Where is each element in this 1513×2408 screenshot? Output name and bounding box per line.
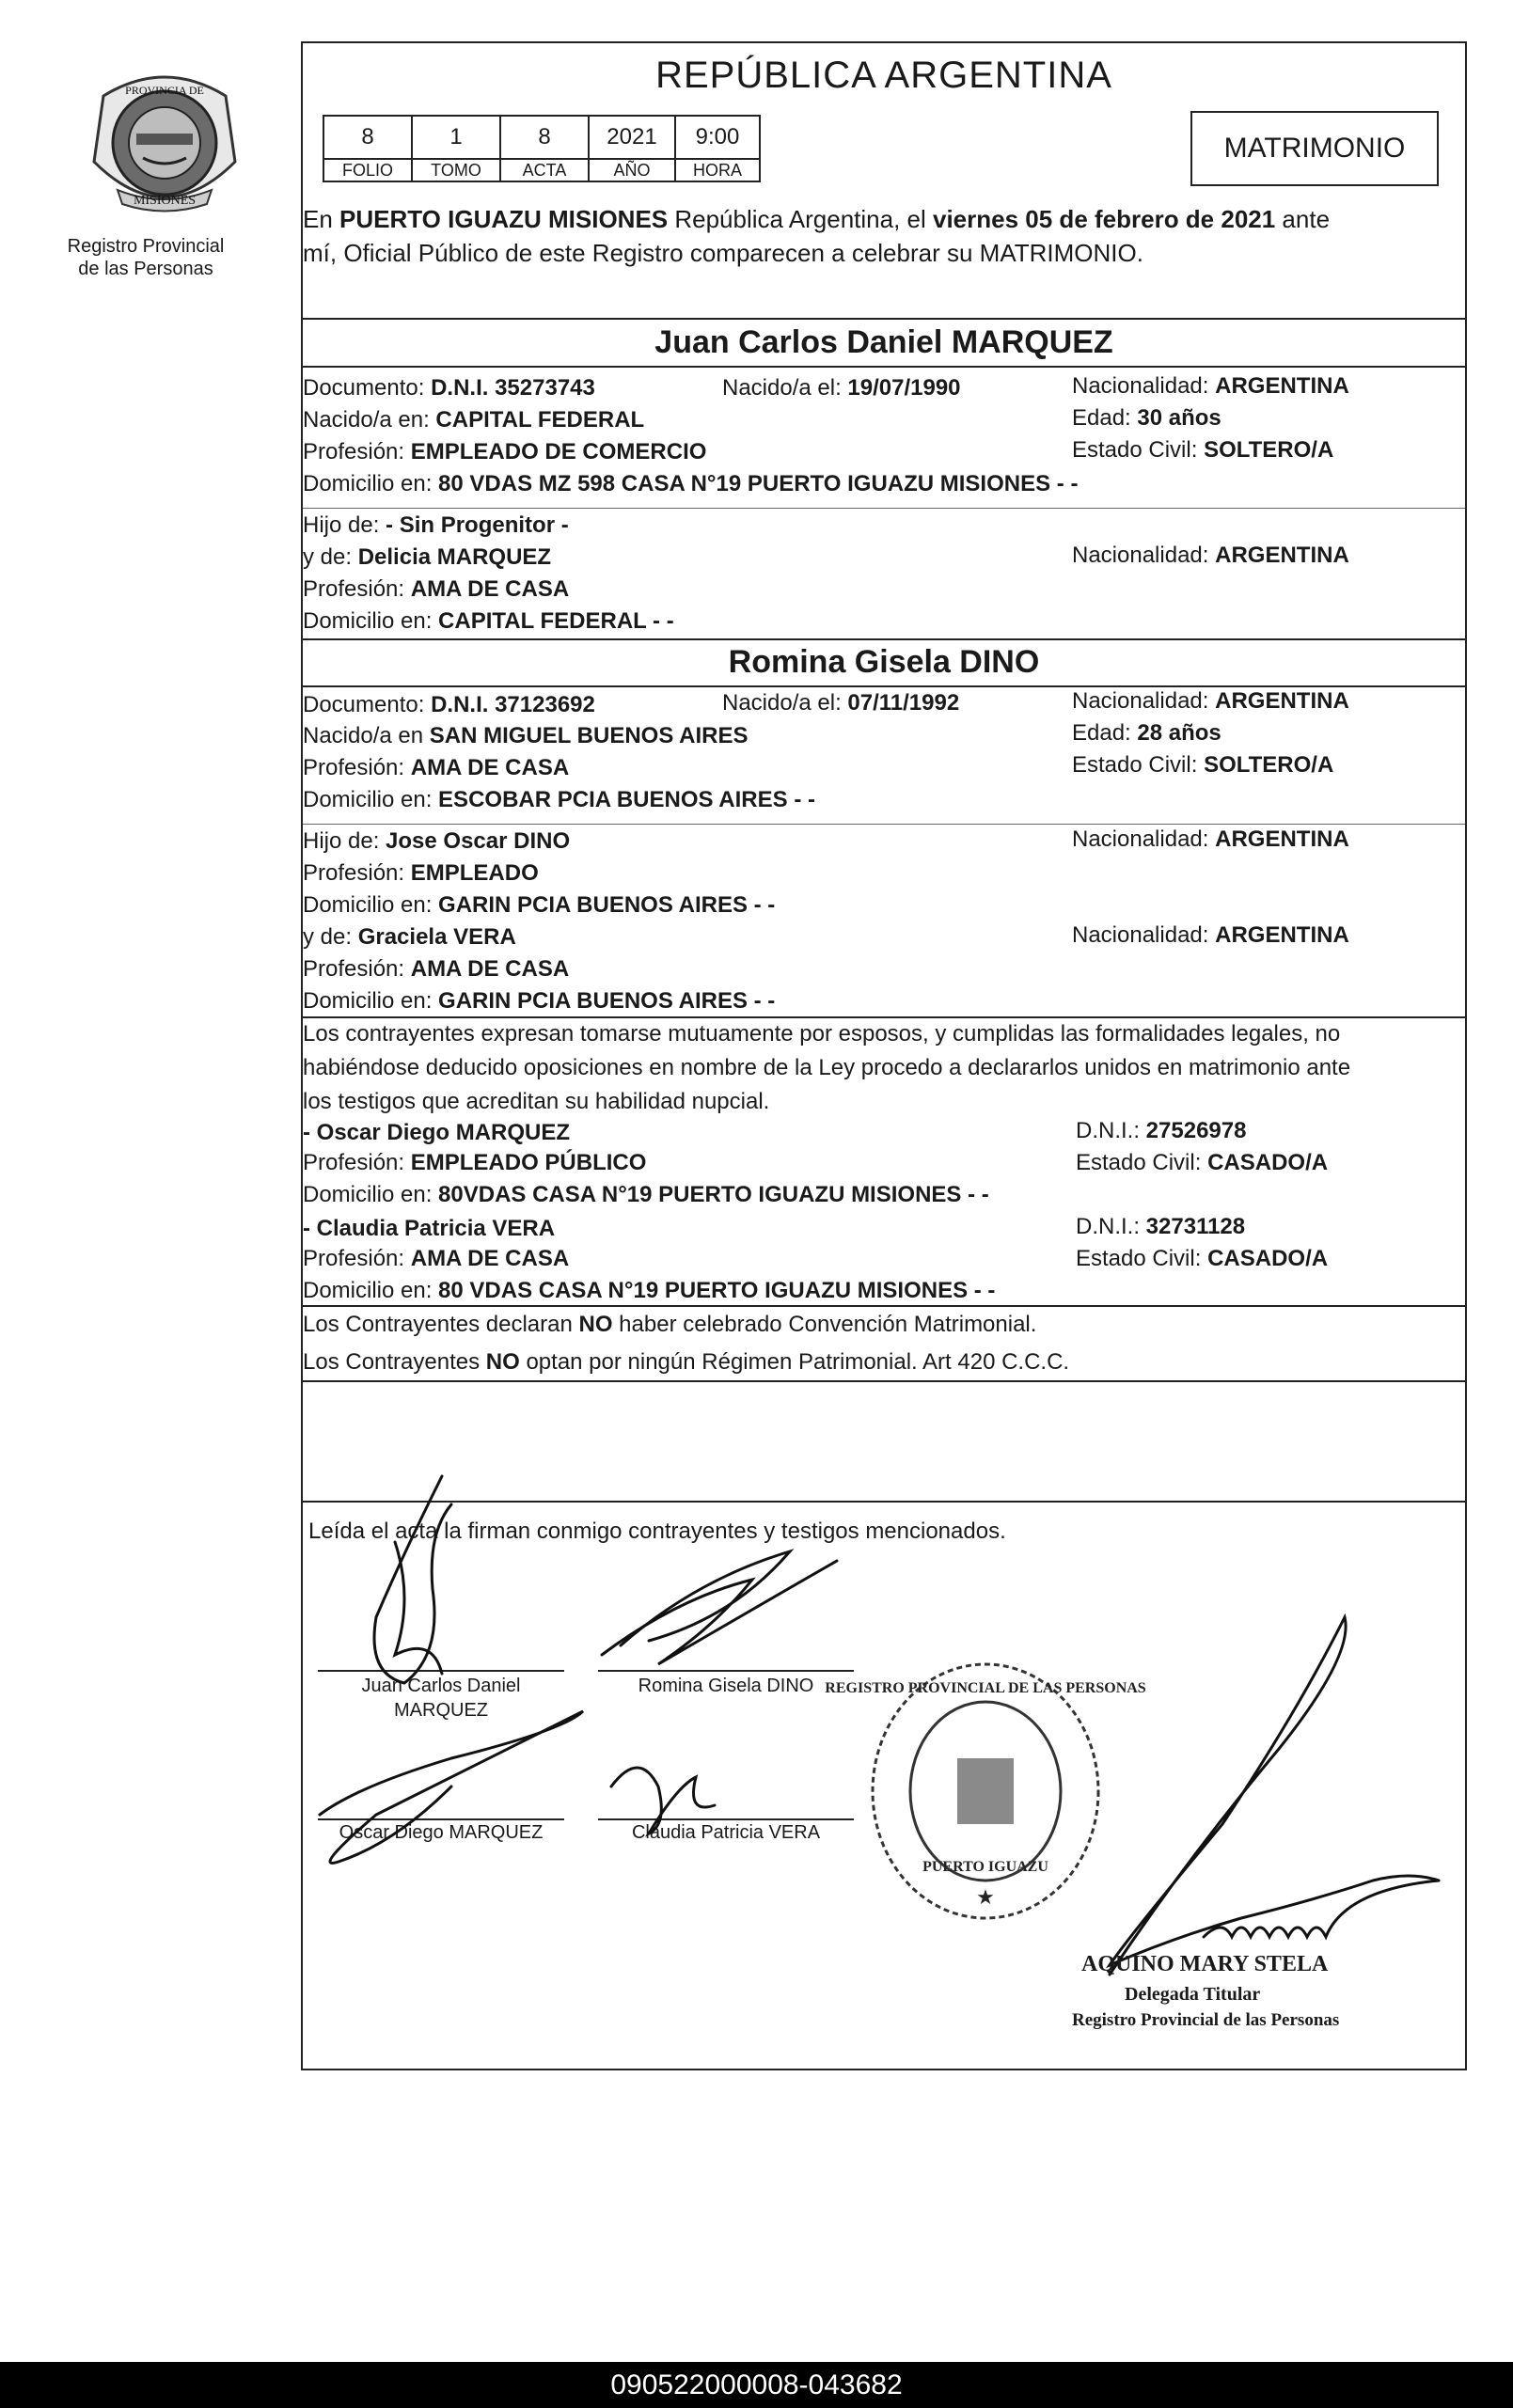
hora-label: HORA xyxy=(675,159,760,181)
svg-text:★: ★ xyxy=(976,1885,995,1909)
spouse2-parent1: Hijo de: Jose Oscar DINO xyxy=(303,828,571,854)
spouse1-parent2: y de: Delicia MARQUEZ xyxy=(303,544,552,570)
spouse1-document: Documento: D.N.I. 35273743 xyxy=(303,375,595,401)
witness1-dni: D.N.I.: 27526978 xyxy=(1076,1118,1247,1143)
official-office: Registro Provincial de las Personas xyxy=(1072,2010,1340,2030)
official-name: AQUINO MARY STELA xyxy=(1081,1952,1329,1976)
witness2-profession: Profesión: AMA DE CASA xyxy=(303,1246,570,1271)
signature-stroke-spouse2 xyxy=(621,1551,790,1645)
spouse2-parent2: y de: Graciela VERA xyxy=(303,924,516,950)
declaration-line1: Los contrayentes expresan tomarse mutuamente por esposos, y cumplidas las formalidades legales, no xyxy=(303,1021,1341,1047)
logo-caption-line1: Registro Provincial xyxy=(67,236,225,257)
convention-line1: Los Contrayentes declaran NO haber celebrado Convención Matrimonial. xyxy=(303,1312,1037,1337)
witness1-address: Domicilio en: 80VDAS CASA N°19 PUERTO IGUAZU MISIONES - - xyxy=(303,1182,989,1207)
folio-value: 8 xyxy=(323,116,412,159)
spouse2-document: Documento: D.N.I. 37123692 xyxy=(303,692,595,717)
anio-label: AÑO xyxy=(589,159,675,181)
spouse2-profession: Profesión: AMA DE CASA xyxy=(303,755,570,780)
svg-text:MISIONES: MISIONES xyxy=(133,194,197,208)
hora-value: 9:00 xyxy=(675,116,760,159)
declaration-line2: habiéndose deducido oposiciones en nombre de la Ley procedo a declararlos unidos en matrimonio ante xyxy=(303,1055,1351,1080)
spouse2-name: Romina Gisela DINO xyxy=(728,644,1040,680)
spouse2-parent1-address: Domicilio en: GARIN PCIA BUENOS AIRES - - xyxy=(303,892,776,918)
barcode-number: 090522000008-043682 xyxy=(0,2362,1513,2408)
spouse1-address: Domicilio en: 80 VDAS MZ 598 CASA N°19 PUERTO IGUAZU MISIONES - - xyxy=(303,471,1079,496)
signature-stroke-spouse1 xyxy=(374,1476,451,1683)
spouse2-birthplace: Nacido/a en SAN MIGUEL BUENOS AIRES xyxy=(303,723,749,748)
intro-line1: En PUERTO IGUAZU MISIONES República Argentina, el viernes 05 de febrero de 2021 ante xyxy=(303,205,1331,233)
anio-value: 2021 xyxy=(589,116,675,159)
declaration-line3: los testigos que acreditan su habilidad nupcial. xyxy=(303,1089,770,1114)
spouse2-nationality: Nacionalidad: ARGENTINA xyxy=(1072,688,1349,714)
spouse2-civil-status: Estado Civil: SOLTERO/A xyxy=(1072,752,1334,778)
witness1-name: - Oscar Diego MARQUEZ xyxy=(303,1120,571,1145)
stamp-seal-icon xyxy=(825,1655,1146,1928)
spouse2-parent1-nationality: Nacionalidad: ARGENTINA xyxy=(1072,826,1349,852)
signature-label-spouse2: Romina Gisela DINO xyxy=(638,1676,814,1696)
witness1-profession: Profesión: EMPLEADO PÚBLICO xyxy=(303,1150,647,1175)
spouse1-parent2-nationality: Nacionalidad: ARGENTINA xyxy=(1072,543,1349,568)
witness2-address: Domicilio en: 80 VDAS CASA N°19 PUERTO IGUAZU MISIONES - - xyxy=(303,1278,996,1303)
acta-value: 8 xyxy=(500,116,589,159)
spouse1-civil-status: Estado Civil: SOLTERO/A xyxy=(1072,437,1334,463)
logo-caption-line2: de las Personas xyxy=(78,259,213,279)
tomo-label: TOMO xyxy=(412,159,500,181)
witness2-dni: D.N.I.: 32731128 xyxy=(1076,1214,1246,1239)
stamp-bottom-text: PUERTO IGUAZU xyxy=(922,1859,1048,1875)
spouse1-age: Edad: 30 años xyxy=(1072,405,1221,431)
signature-label-witness1: Oscar Diego MARQUEZ xyxy=(339,1822,544,1843)
spouse2-birthdate: Nacido/a el: 07/11/1992 xyxy=(722,690,960,716)
tomo-value: 1 xyxy=(412,116,500,159)
signature-label-spouse1-line2: MARQUEZ xyxy=(394,1700,488,1721)
spouse1-birthplace: Nacido/a en: CAPITAL FEDERAL xyxy=(303,407,645,433)
stamp-ring-text: REGISTRO PROVINCIAL DE LAS PERSONAS xyxy=(825,1680,1146,1696)
spouse1-parent2-profession: Profesión: AMA DE CASA xyxy=(303,576,570,602)
spouse1-profession: Profesión: EMPLEADO DE COMERCIO xyxy=(303,439,707,464)
record-type-box: MATRIMONIO xyxy=(1190,111,1439,186)
folio-label: FOLIO xyxy=(323,159,412,181)
acta-label: ACTA xyxy=(500,159,589,181)
spouse2-age: Edad: 28 años xyxy=(1072,720,1221,746)
spouse2-address: Domicilio en: ESCOBAR PCIA BUENOS AIRES - - xyxy=(303,787,815,812)
signatures-intro: Leída el acta la firman conmigo contrayentes y testigos mencionados. xyxy=(308,1519,1006,1544)
witness2-name: - Claudia Patricia VERA xyxy=(303,1216,556,1241)
witness1-civil-status: Estado Civil: CASADO/A xyxy=(1076,1150,1329,1175)
signature-label-witness2: Claudia Patricia VERA xyxy=(631,1822,821,1843)
signature-stroke-official xyxy=(1204,1881,1439,1937)
page-title: REPÚBLICA ARGENTINA xyxy=(655,55,1112,96)
spouse2-parent2-profession: Profesión: AMA DE CASA xyxy=(303,956,570,982)
intro-line2: mí, Oficial Público de este Registro comparecen a celebrar su MATRIMONIO. xyxy=(303,239,1143,267)
spouse2-parent2-nationality: Nacionalidad: ARGENTINA xyxy=(1072,922,1349,948)
spouse1-name: Juan Carlos Daniel MARQUEZ xyxy=(654,324,1113,360)
spouse1-birthdate: Nacido/a el: 19/07/1990 xyxy=(722,375,961,401)
signature-stroke-official xyxy=(1110,1617,1439,1975)
svg-text:PROVINCIA DE: PROVINCIA DE xyxy=(125,84,204,97)
signature-label-spouse1-line1: Juan Carlos Daniel xyxy=(361,1676,521,1696)
spouse1-nationality: Nacionalidad: ARGENTINA xyxy=(1072,373,1349,399)
witness2-civil-status: Estado Civil: CASADO/A xyxy=(1076,1246,1329,1271)
official-role: Delegada Titular xyxy=(1125,1984,1261,2005)
spouse1-parent1: Hijo de: - Sin Progenitor - xyxy=(303,512,569,538)
spouse2-parent2-address: Domicilio en: GARIN PCIA BUENOS AIRES - - xyxy=(303,988,776,1014)
convention-line2: Los Contrayentes NO optan por ningún Régimen Patrimonial. Art 420 C.C.C. xyxy=(303,1349,1070,1375)
spouse2-parent1-profession: Profesión: EMPLEADO xyxy=(303,860,539,886)
spouse1-parent2-address: Domicilio en: CAPITAL FEDERAL - - xyxy=(303,608,674,634)
signature-stroke-witness1 xyxy=(320,1711,583,1863)
signature-stroke-witness2 xyxy=(611,1768,715,1834)
